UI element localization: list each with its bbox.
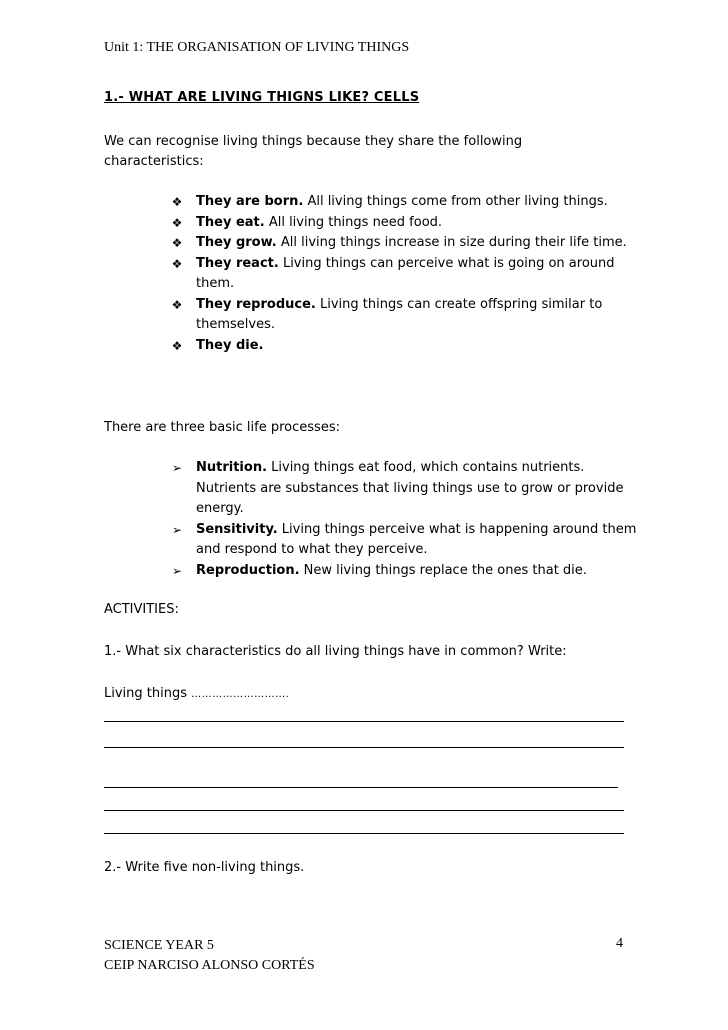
characteristic-item (168, 254, 638, 295)
answer-prompt (104, 684, 289, 705)
process-text: Living things perceive what is happening around them and respond to what they perceive. (196, 521, 637, 557)
process-term: Reproduction. (196, 562, 300, 578)
process-item (168, 561, 638, 582)
characteristic-text: All living things come from other living things. (303, 194, 608, 209)
section-title: 1.- WHAT ARE LIVING THIGNS LIKE? CELLS (104, 90, 420, 105)
characteristic-item (168, 336, 638, 357)
processes-list (168, 458, 638, 581)
process-text: New living things replace the ones that die. (299, 562, 587, 578)
answer-line-2[interactable] (104, 747, 624, 748)
arrow-bullet-icon: ➢ (171, 563, 183, 578)
running-header: Unit 1: THE ORGANISATION OF LIVING THINGS (104, 40, 410, 55)
characteristic-term: They reproduce. (196, 296, 316, 312)
characteristic-term: They die. (196, 337, 264, 353)
characteristic-term: They are born. (196, 194, 304, 209)
characteristic-text: All living things need food. (264, 214, 443, 230)
answer-prompt-label: Living things (104, 686, 187, 701)
question-2: 2.- Write five non-living things. (104, 860, 305, 875)
process-text: Living things eat food, which contains nutrients. Nutrients are substances that living things use to grow or provide energy. (196, 460, 624, 516)
characteristic-text: All living things increase in size during their life time. (276, 235, 627, 250)
diamond-bullet-icon: ❖ (171, 236, 183, 250)
footer-school: CEIP NARCISO ALONSO CORTÉS (104, 958, 315, 973)
answer-line-4[interactable] (104, 810, 624, 811)
arrow-bullet-icon: ➢ (171, 522, 183, 537)
answer-line-1[interactable] (104, 721, 624, 722)
footer-subject: SCIENCE YEAR 5 (104, 938, 214, 953)
activities-heading: ACTIVITIES: (104, 602, 179, 617)
process-item (168, 458, 638, 520)
page-footer (104, 936, 315, 976)
diamond-bullet-icon: ❖ (171, 215, 183, 230)
characteristic-term: They grow. (196, 235, 277, 250)
process-item (168, 520, 638, 561)
page-number: 4 (616, 936, 623, 951)
characteristic-term: They react. (196, 255, 279, 271)
characteristic-text: Living things can create offspring similar to themselves. (196, 296, 603, 332)
processes-intro: There are three basic life processes: (104, 420, 340, 435)
intro-line-1: We can recognise living things because they share the following (104, 134, 523, 149)
intro-paragraph (104, 132, 522, 172)
answer-line-5[interactable] (104, 833, 624, 834)
characteristic-item (168, 213, 638, 234)
characteristic-item (168, 295, 638, 336)
answer-dots: ………………………. (191, 689, 290, 700)
characteristics-list (168, 192, 638, 356)
process-term: Sensitivity. (196, 521, 278, 537)
diamond-bullet-icon: ❖ (171, 338, 183, 353)
characteristic-item (168, 192, 638, 213)
process-term: Nutrition. (196, 460, 268, 475)
diamond-bullet-icon: ❖ (171, 256, 183, 271)
diamond-bullet-icon: ❖ (171, 297, 183, 312)
question-1: 1.- What six characteristics do all living things have in common? Write: (104, 644, 567, 659)
answer-line-3[interactable] (104, 787, 618, 788)
characteristic-text: Living things can perceive what is going on around them. (196, 255, 615, 291)
characteristic-term: They eat. (196, 214, 265, 230)
characteristic-item (168, 233, 638, 254)
diamond-bullet-icon: ❖ (171, 195, 183, 209)
intro-line-2: characteristics: (104, 154, 204, 169)
arrow-bullet-icon: ➢ (171, 461, 183, 475)
